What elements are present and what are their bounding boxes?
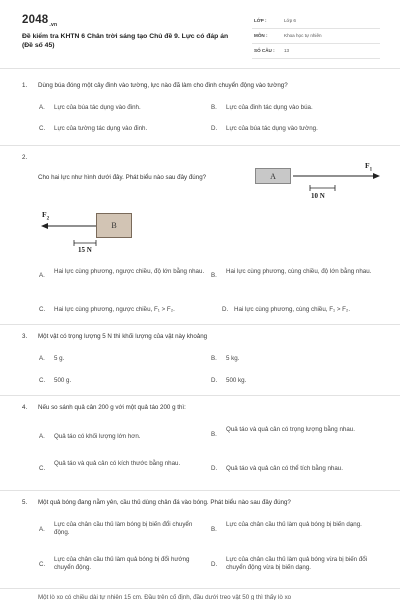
site-logo[interactable]: [22, 14, 57, 28]
option-text: Lực của tường tác dụng vào đinh.: [54, 125, 148, 132]
meta-value: Khoa học tự nhiên: [284, 33, 322, 38]
option-text: 5 kg.: [226, 355, 240, 362]
logo-suffix: .vn: [49, 22, 58, 29]
force-figure-b: [38, 208, 148, 258]
document-title: Đề kiểm tra KHTN 6 Chân trời sáng tạo Chủ đề 9. Lực có đáp án (Đề số 45): [22, 33, 229, 50]
meta-key: SỐ CÂU :: [254, 48, 275, 53]
question-text: Dùng búa đóng một cây đinh vào tường, lực nào đã làm cho đinh chuyển động vào tường?: [38, 82, 288, 89]
option-letter: A.: [39, 433, 45, 440]
option-text: 500 g.: [54, 377, 72, 384]
question-number: 2.: [22, 154, 28, 161]
box-a: [255, 168, 291, 184]
option-text: Quả táo và quả cân có kích thước bằng nhau.: [54, 460, 181, 467]
option-letter: D.: [211, 561, 218, 568]
option-letter: C.: [39, 561, 46, 568]
option-text: Quả táo và quả cân có trọng lượng bằng nhau.: [226, 426, 355, 433]
option-text: Hai lực cùng phương, ngược chiều, F₁ > F₂.: [54, 306, 175, 313]
box-b-label: B: [111, 221, 117, 230]
option-text: Lực của chân cầu thủ làm bóng bị biến đổi chuyển động.: [54, 521, 193, 537]
option-letter: A.: [39, 272, 45, 279]
f1-scale-label: 10 N: [311, 192, 325, 200]
option-letter: B.: [211, 355, 217, 362]
option-text: Quả táo và quả cân có thể tích bằng nhau.: [226, 465, 343, 472]
meta-key: LỚP :: [254, 18, 267, 23]
box-b: [96, 213, 132, 238]
meta-row-count: [252, 44, 380, 59]
meta-row-subject: [252, 29, 380, 44]
option-text: Quả táo có khối lượng lớn hơn.: [54, 433, 141, 440]
option-letter: A.: [39, 355, 45, 362]
meta-value: 13: [284, 48, 290, 53]
divider: [0, 145, 400, 146]
option-text: Lực của búa tác dụng vào đinh.: [54, 104, 141, 111]
question-text: Một quả bóng đang nằm yên, cầu thủ dùng chân đá vào bóng. Phát biểu nào sau đây đúng?: [38, 499, 291, 506]
cutoff-question-text: Một lò xo có chiều dài tự nhiên 15 cm. Đầu trên cố định, đầu dưới treo vật 50 g thì thấy lò xo: [38, 594, 292, 600]
option-letter: D.: [211, 465, 218, 472]
question-3: [22, 333, 382, 393]
meta-value: Lớp 6: [284, 18, 296, 23]
divider: [0, 588, 400, 589]
box-a-label: A: [270, 171, 276, 181]
option-text: Lực của chân cầu thủ làm quả bóng bị đổi hướng chuyển động.: [54, 556, 190, 572]
page-header: [0, 0, 400, 66]
option-letter: D.: [211, 377, 218, 384]
option-letter: D.: [211, 125, 218, 132]
divider: [0, 324, 400, 325]
option-text: Lực của chân cầu thủ làm quả bóng vừa bị biến đổi chuyển động vừa bị biến dạng.: [226, 556, 368, 572]
divider: [0, 68, 400, 69]
question-text: Cho hai lực như hình dưới đây. Phát biểu nào sau đây đúng?: [38, 174, 207, 181]
question-5: [22, 499, 382, 587]
option-letter: B.: [211, 104, 217, 111]
force-f2-label: $F_2$: [42, 210, 50, 222]
question-number: 1.: [22, 82, 28, 89]
question-4: [22, 404, 382, 484]
option-text: 500 kg.: [226, 377, 247, 384]
option-text: 5 g.: [54, 355, 65, 362]
option-letter: A.: [39, 104, 45, 111]
option-letter: C.: [39, 377, 46, 384]
meta-table: [252, 14, 380, 59]
option-letter: B.: [211, 526, 217, 533]
meta-row-class: [252, 14, 380, 29]
option-letter: C.: [39, 306, 46, 313]
force-f1-label: $F_1$: [365, 161, 373, 173]
question-number: 3.: [22, 333, 28, 340]
option-letter: A.: [39, 526, 45, 533]
logo-text: 2048: [22, 14, 49, 26]
question-text: Nếu so sánh quả cân 200 g với một quả táo 200 g thì:: [38, 404, 186, 411]
option-text: Hai lực cùng phương, cùng chiều, độ lớn bằng nhau.: [226, 268, 372, 275]
question-text: Một vật có trọng lượng 5 N thì khối lượng của vật này khoảng: [38, 333, 208, 340]
meta-key: MÔN :: [254, 33, 268, 38]
f2-scale-label: 15 N: [78, 246, 92, 254]
option-text: Lực của búa tác dụng vào tường.: [226, 125, 318, 132]
option-letter: C.: [39, 465, 46, 472]
question-number: 5.: [22, 499, 28, 506]
question-1: [22, 82, 382, 142]
question-2: [22, 154, 382, 326]
option-text: Lực của chân cầu thủ làm quả bóng bị biến dạng.: [226, 521, 362, 528]
divider: [0, 395, 400, 396]
question-number: 4.: [22, 404, 28, 411]
option-letter: C.: [39, 125, 46, 132]
option-text: Lực của đinh tác dụng vào búa.: [226, 104, 313, 111]
option-letter: B.: [211, 272, 217, 279]
option-letter: B.: [211, 431, 217, 438]
divider: [0, 490, 400, 491]
force-figure-a: [255, 162, 385, 212]
option-text: Hai lực cùng phương, cùng chiều, F₁ > F₂.: [234, 306, 351, 313]
option-text: Hai lực cùng phương, ngược chiều, độ lớn bằng nhau.: [54, 268, 205, 275]
option-letter: D.: [222, 306, 229, 313]
